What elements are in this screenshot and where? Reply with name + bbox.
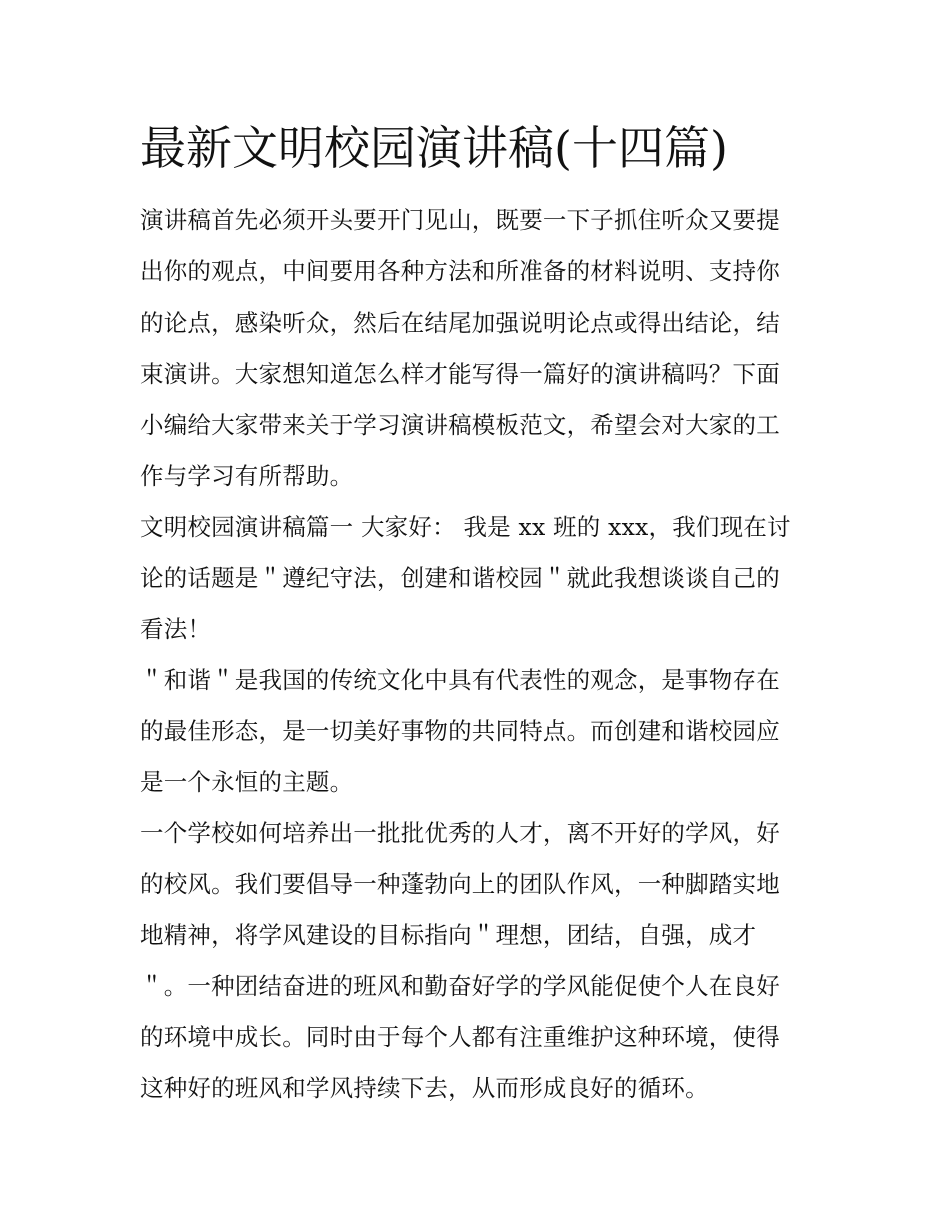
body-line: 小编给大家带来关于学习演讲稿模板范文，希望会对大家的工 xyxy=(140,411,780,439)
body-line: 的最佳形态，是一切美好事物的共同特点。而创建和谐校园应 xyxy=(140,717,780,745)
body-line: 看法！ xyxy=(140,615,212,643)
body-line: 文明校园演讲稿篇一 大家好： 我是 xx 班的 xxx，我们现在讨 xyxy=(140,513,791,541)
body-line: 论的话题是＂遵纪守法，创建和谐校园＂就此我想谈谈自己的 xyxy=(140,564,780,592)
body-line: 的环境中成长。同时由于每个人都有注重维护这种环境，使得 xyxy=(140,1023,780,1051)
body-line: 出你的观点，中间要用各种方法和所准备的材料说明、支持你 xyxy=(140,257,780,285)
body-line: 是一个永恒的主题。 xyxy=(140,768,354,796)
body-line: 的论点，感染听众，然后在结尾加强说明论点或得出结论，结 xyxy=(140,309,780,337)
body-line: ＂。一种团结奋进的班风和勤奋好学的学风能促使个人在良好 xyxy=(140,972,780,1000)
body-line: ＂和谐＂是我国的传统文化中具有代表性的观念，是事物存在 xyxy=(140,666,780,694)
page-title: 最新文明校园演讲稿(十四篇) xyxy=(140,121,728,175)
body-line: 这种好的班风和学风持续下去，从而形成良好的循环。 xyxy=(140,1074,709,1102)
body-line: 作与学习有所帮助。 xyxy=(140,462,354,490)
body-line: 的校风。我们要倡导一种蓬勃向上的团队作风，一种脚踏实地 xyxy=(140,870,780,898)
body-line: 演讲稿首先必须开头要开门见山，既要一下子抓住听众又要提 xyxy=(140,206,780,234)
body-line: 束演讲。大家想知道怎么样才能写得一篇好的演讲稿吗？下面 xyxy=(140,360,780,388)
body-line: 地精神，将学风建设的目标指向＂理想，团结，自强，成才 xyxy=(140,921,757,949)
body-line: 一个学校如何培养出一批批优秀的人才，离不开好的学风，好 xyxy=(140,819,780,847)
